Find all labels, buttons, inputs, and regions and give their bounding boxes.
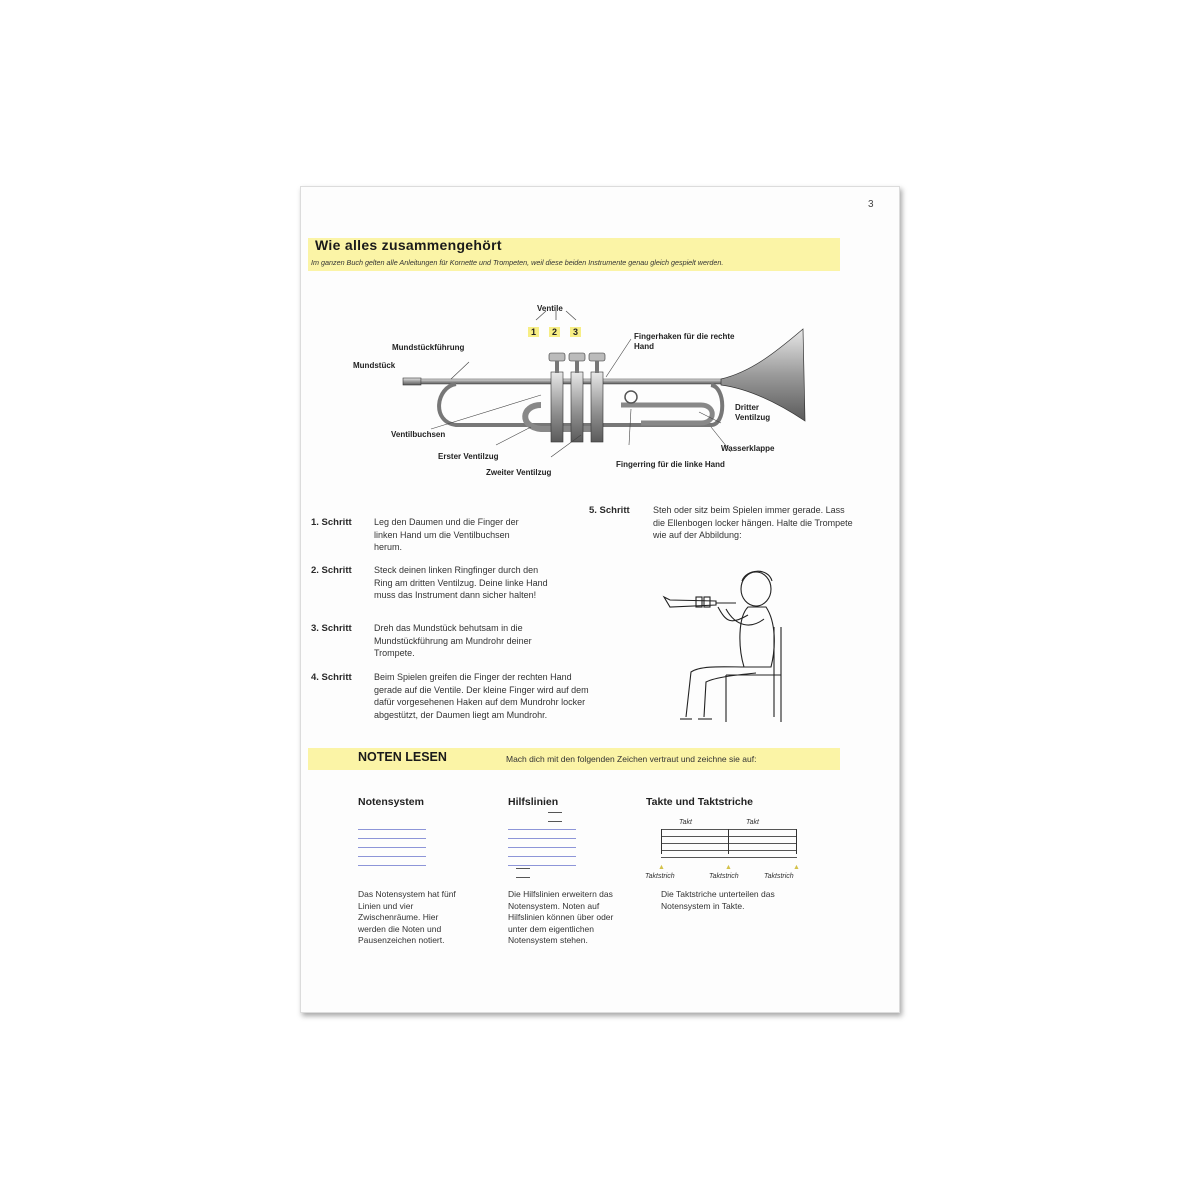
step-1-title: 1. Schritt [311,517,352,528]
notensystem-heading: Notensystem [358,796,424,808]
hilfslinien-text: Die Hilfslinien erweitern das Notensystem. Noten auf Hilfslinien können über oder unter dem eigentlichen Notensystem stehen. [508,889,614,945]
takt-label-2: Takt [746,819,759,826]
ledger-line-above-1 [548,812,562,813]
arrow-icon-2: ▲ [725,864,732,871]
label-fingerhaken: Fingerhaken für die rechte Hand [634,332,735,351]
hilfslinien-staff [508,829,576,866]
arrow-icon-1: ▲ [658,864,665,871]
notensystem-text: Das Notensystem hat fünf Linien und vier Zwischenräume. Hier werden die Noten und Pausenzeichen notiert. [358,889,456,945]
page-title: Wie alles zusammengehört [315,237,502,253]
label-dritter-ventilzug: Dritter Ventilzug [735,403,771,422]
step-2-text: Steck deinen linken Ringfinger durch den Ring am dritten Ventilzug. Deine linke Hand muss das Instrument dann sicher halten! [374,565,548,600]
taktstrich-1 [661,829,662,854]
step-3-title: 3. Schritt [311,623,352,634]
step-5-text: Steh oder sitz beim Spielen immer gerade. Lass die Ellenbogen locker hängen. Halte die Trompete wie auf der Abbildung: [653,505,853,540]
takt-label-1: Takt [679,819,692,826]
valve-number-3: 3 [570,327,581,337]
label-erster-ventilzug: Erster Ventilzug [438,452,499,461]
taktstrich-label-2: Taktstrich [709,873,739,880]
taktstrich-label-1: Taktstrich [645,873,675,880]
ledger-line-below-2 [516,877,530,878]
valve-number-1: 1 [528,327,539,337]
step-3-text: Dreh das Mundstück behutsam in die Mundstückführung am Mundrohr deiner Trompete. [374,623,532,658]
takte-heading: Takte und Taktstriche [646,796,753,808]
taktstrich-2 [728,829,729,854]
label-ventilbuchsen: Ventilbuchsen [391,430,446,439]
step-4-text: Beim Spielen greifen die Finger der rechten Hand gerade auf die Ventile. Der kleine Finger wird auf dem dafür vorgesehenen Haken auf dem Mundrohr locker abgestützt, der Daumen liegt am Mundrohr. [374,672,589,720]
step-5-title: 5. Schritt [589,505,630,516]
label-ventile: Ventile [537,304,563,313]
step-4-title: 4. Schritt [311,672,352,683]
ledger-line-above-2 [548,821,562,822]
taktstrich-3 [796,829,797,854]
takte-staff [661,829,797,858]
page-subtitle: Im ganzen Buch gelten alle Anleitungen für Kornette und Trompeten, weil diese beiden Instrumente genau gleich gespielt werden. [311,258,724,267]
takte-text: Die Taktstriche unterteilen das Notensystem in Takte. [661,889,775,911]
label-wasserklappe: Wasserklappe [721,444,775,453]
notensystem-staff [358,829,426,866]
hilfslinien-heading: Hilfslinien [508,796,559,808]
reading-subtitle: Mach dich mit den folgenden Zeichen vertraut und zeichne sie auf: [506,754,757,764]
label-fingerring: Fingerring für die linke Hand [616,460,725,469]
book-page [300,186,900,1013]
step-1-text: Leg den Daumen und die Finger der linken Hand um die Ventilbuchsen herum. [374,517,519,552]
ledger-line-below-1 [516,868,530,869]
taktstrich-label-3: Taktstrich [764,873,794,880]
label-mundstueck: Mundstück [353,361,396,370]
label-mundstueckfuehrung: Mundstückführung [392,343,465,352]
reading-title: NOTEN LESEN [358,750,447,764]
label-zweiter-ventilzug: Zweiter Ventilzug [486,468,552,477]
step-2-title: 2. Schritt [311,565,352,576]
page-number: 3 [868,199,874,210]
trumpet-player-illustration [656,567,816,727]
arrow-icon-3: ▲ [793,864,800,871]
valve-number-2: 2 [549,327,560,337]
